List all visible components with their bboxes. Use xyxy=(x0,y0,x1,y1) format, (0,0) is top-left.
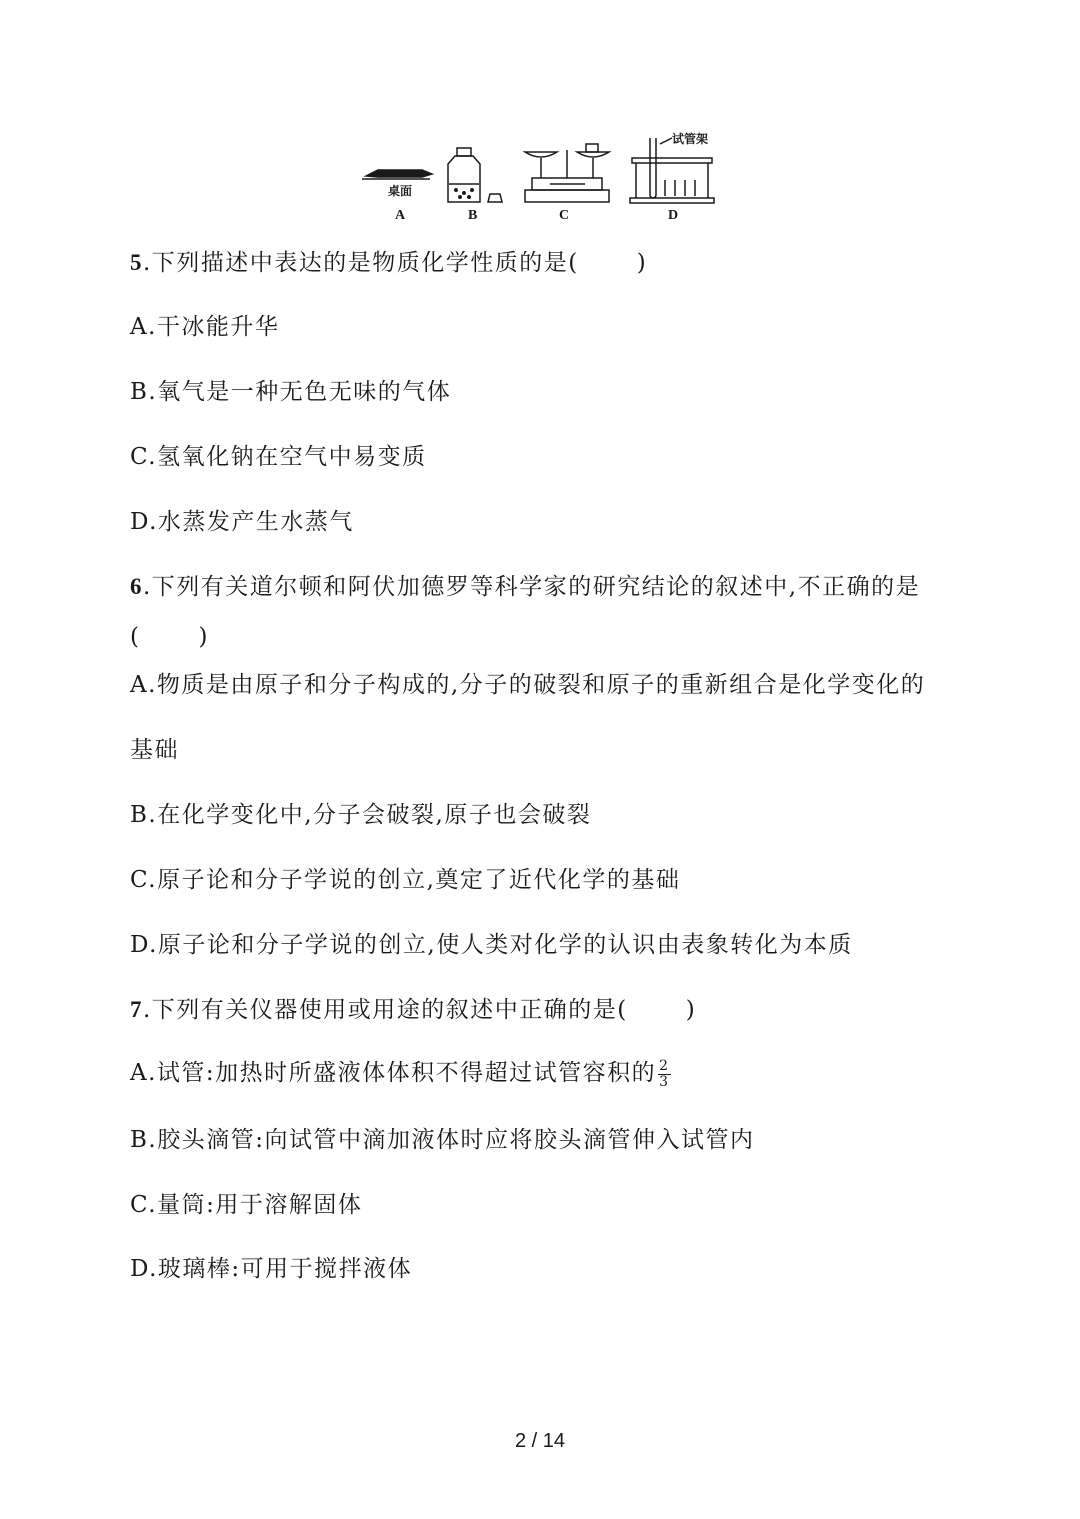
q6-option-a-line1: A.物质是由原子和分子构成的,分子的破裂和原子的重新组合是化学变化的 xyxy=(130,672,926,698)
q6-option-b: B.在化学变化中,分子会破裂,原子也会破裂 xyxy=(130,802,592,828)
fraction-two-thirds xyxy=(658,1059,670,1090)
test-tube-rack xyxy=(630,138,714,203)
close-paren: ) xyxy=(685,997,697,1023)
question-6-stem xyxy=(130,572,920,602)
q5-option-a: A.干冰能升华 xyxy=(130,314,280,340)
dropper-on-desk xyxy=(362,170,432,179)
question-number: 7 xyxy=(130,997,143,1022)
q6-option-a-line2: 基础 xyxy=(130,737,179,763)
close-paren: ) xyxy=(636,250,648,276)
option-text: A.试管:加热时所盛液体体积不得超过试管容积的 xyxy=(130,1060,657,1086)
q6-option-c: C.原子论和分子学说的创立,奠定了近代化学的基础 xyxy=(130,867,681,893)
q5-option-b: B.氧气是一种无色无味的气体 xyxy=(130,379,452,405)
desk-label: 桌面 xyxy=(388,184,413,198)
q7-option-b: B.胶头滴管:向试管中滴加液体时应将胶头滴管伸入试管内 xyxy=(130,1127,755,1153)
page-number: 2 / 14 xyxy=(514,1430,566,1452)
question-text: .下列有关道尔顿和阿伏加德罗等科学家的研究结论的叙述中,不正确的是 xyxy=(143,574,921,600)
fraction-denominator: 3 xyxy=(659,1073,670,1090)
q5-option-d: D.水蒸发产生水蒸气 xyxy=(130,509,354,535)
q6-option-d: D.原子论和分子学说的创立,使人类对化学的认识由表象转化为本质 xyxy=(130,932,853,958)
question-7-stem xyxy=(130,995,696,1025)
lab-apparatus-figure xyxy=(360,130,720,230)
figure-label-d: D xyxy=(668,208,679,223)
fraction-numerator: 2 xyxy=(659,1057,670,1074)
close-paren: ) xyxy=(198,624,209,650)
figure-label-c: C xyxy=(559,208,570,223)
q5-option-c: C.氢氧化钠在空气中易变质 xyxy=(130,444,427,470)
q7-option-c: C.量筒:用于溶解固体 xyxy=(130,1192,363,1218)
balance-scale xyxy=(525,144,609,202)
question-number: 5 xyxy=(130,250,143,275)
figure-label-a: A xyxy=(395,208,406,223)
apparatus-drawing xyxy=(360,130,720,210)
figure-label-b: B xyxy=(468,208,478,223)
question-number: 6 xyxy=(130,574,143,599)
rack-label: 试管架 xyxy=(672,132,709,146)
q7-option-d: D.玻璃棒:可用于搅拌液体 xyxy=(130,1256,413,1282)
question-5-stem xyxy=(130,248,647,278)
reagent-bottle xyxy=(448,148,502,202)
q7-option-a xyxy=(130,1058,671,1090)
question-6-paren xyxy=(130,622,209,652)
question-text: .下列有关仪器使用或用途的叙述中正确的是( xyxy=(143,997,628,1023)
question-text: .下列描述中表达的是物质化学性质的是( xyxy=(143,250,579,276)
open-paren: ( xyxy=(130,624,141,650)
